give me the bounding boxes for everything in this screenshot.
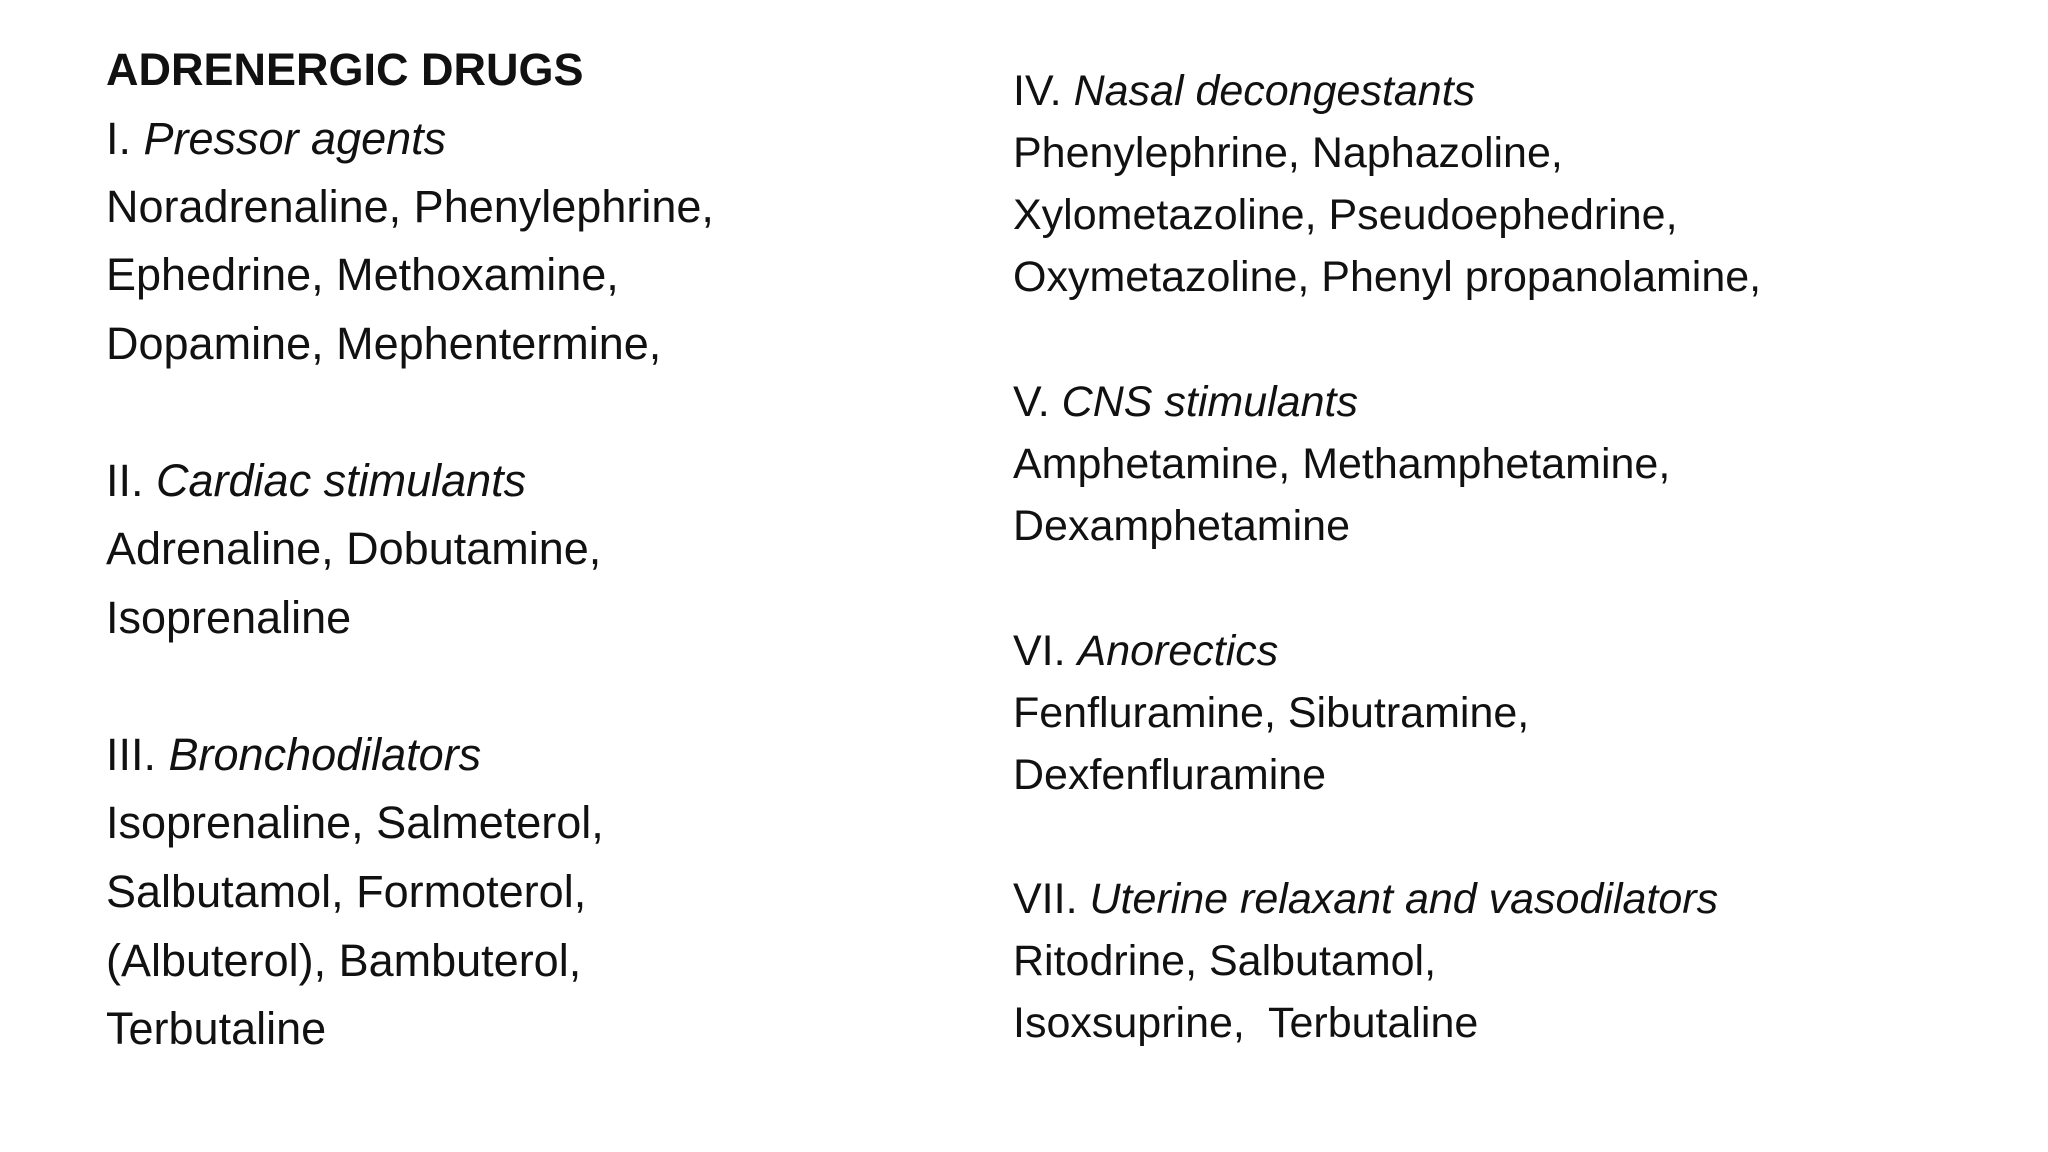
section-numeral: III. [106,729,169,780]
drug-line: Phenylephrine, Naphazoline, [1013,129,1563,177]
section-numeral: VII. [1013,875,1090,923]
section-label: Bronchodilators [168,729,482,780]
drug-line: Salbutamol, Formoterol, [106,866,587,917]
section-numeral: II. [106,455,157,506]
drug-line: Terbutaline [106,1003,327,1054]
section-numeral: I. [106,113,144,164]
drug-line: Dopamine, Mephentermine, [106,318,662,369]
section-heading-cns-stimulants [1013,378,1358,426]
section-label: CNS stimulants [1061,378,1358,426]
section-heading-bronchodilators [106,729,482,780]
drug-line: Isoprenaline, Salmeterol, [106,797,604,848]
drug-line: Dexamphetamine [1013,502,1351,550]
drug-line: Amphetamine, Methamphetamine, [1013,440,1671,488]
section-label: Cardiac stimulants [156,455,527,506]
drug-line: Xylometazoline, Pseudoephedrine, [1013,191,1678,239]
section-label: Nasal decongestants [1073,67,1476,115]
section-numeral: VI. [1013,627,1078,675]
drug-line: Oxymetazoline, Phenyl propanolamine, [1013,253,1762,301]
drug-line: Isoprenaline [106,592,352,643]
section-heading-cardiac-stimulants [106,455,527,506]
drug-line: Dexfenfluramine [1013,751,1327,799]
drug-line: Ritodrine, Salbutamol, [1013,937,1437,985]
drug-line: Noradrenaline, Phenylephrine, [106,181,714,232]
section-label: Uterine relaxant and vasodilators [1089,875,1719,923]
drug-line: Adrenaline, Dobutamine, [106,523,602,574]
drug-line: Ephedrine, Methoxamine, [106,249,619,300]
section-numeral: V. [1013,378,1062,426]
slide-title: ADRENERGIC DRUGS [106,44,584,95]
section-label: Anorectics [1077,627,1279,675]
section-heading-uterine-relaxant [1013,875,1719,923]
section-label: Pressor agents [143,113,447,164]
drug-line: Fenfluramine, Sibutramine, [1013,689,1530,737]
section-heading-pressor-agents [106,113,447,164]
drug-line: (Albuterol), Bambuterol, [106,935,582,986]
section-numeral: IV. [1013,67,1074,115]
section-heading-anorectics [1013,627,1279,675]
drug-line: Isoxsuprine, Terbutaline [1013,999,1479,1047]
section-heading-nasal-decongestants [1013,67,1476,115]
